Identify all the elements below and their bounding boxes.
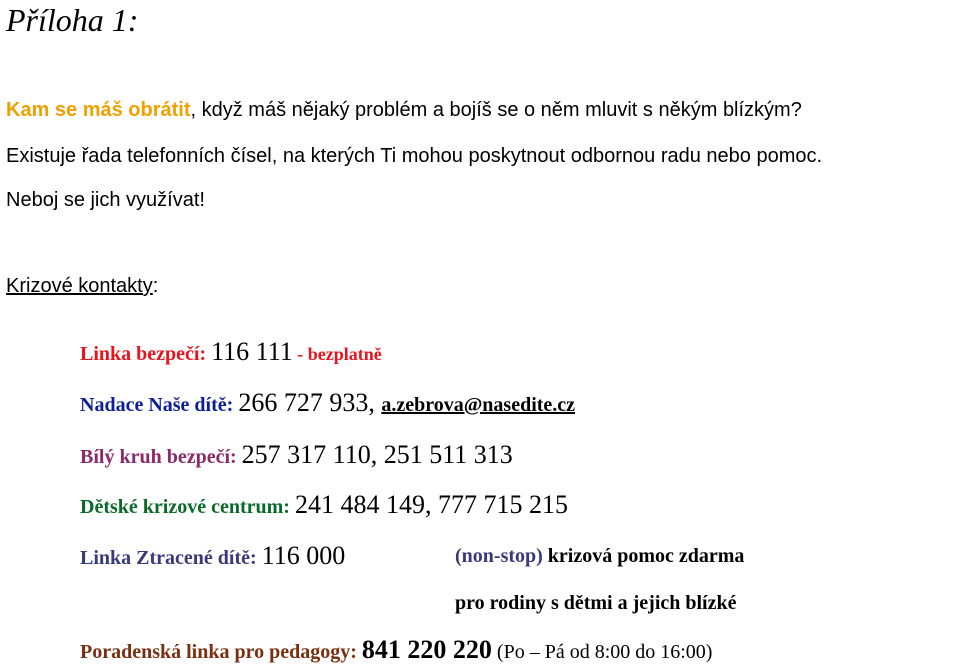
contact-hours: (Po – Pá od 8:00 do 16:00) [491, 641, 713, 663]
contact-name: Bílý kruh bezpečí: [80, 446, 242, 468]
contact-note: - bezplatně [292, 344, 382, 364]
contact-linka-bezpeci [80, 339, 382, 365]
contact-number: 266 727 933, [238, 388, 382, 417]
nonstop-label: (non-stop) [455, 545, 543, 567]
intro-highlight: Kam se máš obrátit [6, 99, 191, 121]
contacts-heading [6, 276, 158, 296]
contact-pedagogove [80, 637, 712, 663]
contact-name: Dětské krizové centrum: [80, 496, 295, 518]
contact-name: Poradenská linka pro pedagogy: [80, 641, 362, 663]
contact-ztracene-dite-note-1 [455, 546, 744, 566]
contact-number: 116 111 [211, 337, 293, 366]
contact-name: Linka Ztracené dítě: [80, 547, 262, 569]
intro-line-3: Neboj se jich využívat! [6, 189, 205, 211]
note-rest: krizová pomoc zdarma [542, 545, 745, 567]
contact-ztracene-dite-note-2: pro rodiny s dětmi a jejich blízké [455, 592, 737, 614]
contact-detske-centrum [80, 492, 568, 518]
page-title: Příloha 1: [6, 2, 139, 38]
contact-ztracene-dite [80, 543, 345, 569]
contact-nadace [80, 390, 575, 416]
email-link[interactable]: a.zebrova@nasedite.cz [381, 394, 576, 416]
contact-number: 241 484 149, 777 715 215 [294, 490, 568, 519]
contact-number: 841 220 220 [361, 635, 492, 664]
contact-name: Linka bezpečí: [80, 343, 212, 365]
contact-number: 116 000 [261, 541, 346, 570]
intro-line-1 [6, 100, 802, 120]
contacts-heading-colon: : [152, 275, 159, 297]
contact-number: 257 317 110, 251 511 313 [241, 440, 513, 469]
contact-bily-kruh [80, 442, 513, 468]
intro-line-2: Existuje řada telefonních čísel, na kterých Ti mohou poskytnout odbornou radu nebo pomoc. [6, 145, 823, 167]
contact-name: Nadace Naše dítě: [80, 394, 239, 416]
intro-line-1-rest: , když máš nějaký problém a bojíš se o něm mluvit s někým blízkým? [190, 99, 802, 121]
contacts-heading-label: Krizové kontakty [6, 275, 153, 297]
